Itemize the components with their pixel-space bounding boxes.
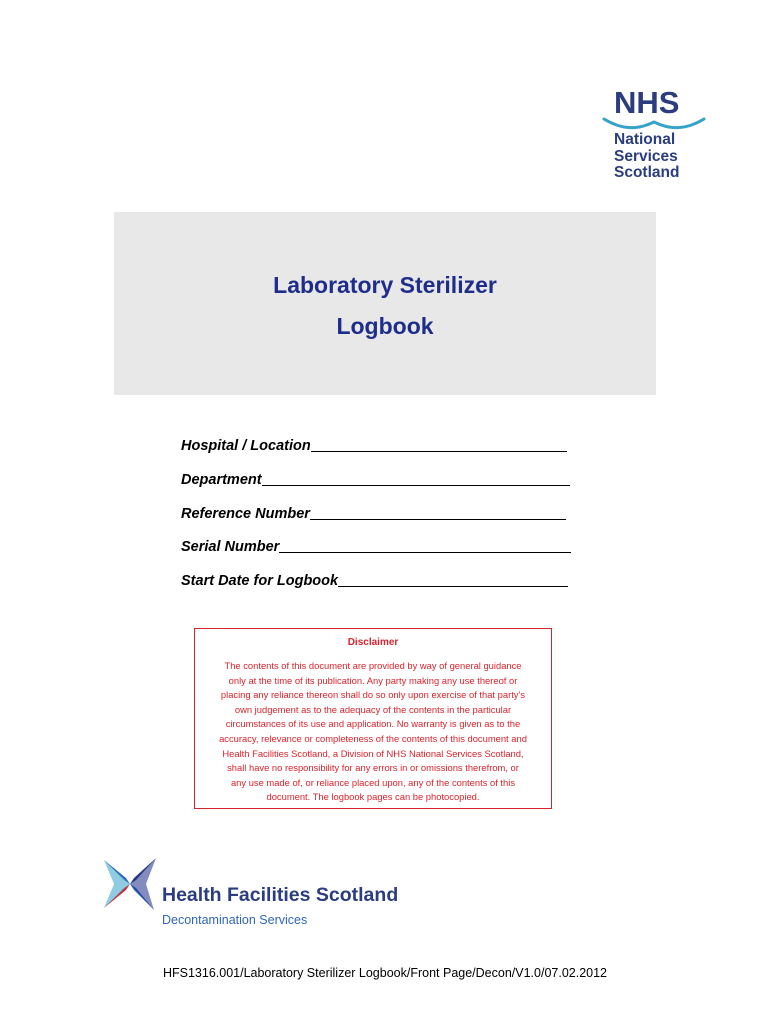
disclaimer-text [201,659,545,805]
nhs-wordmark: NHS [614,85,680,120]
field-serial-number [181,538,571,555]
field-label: Department [181,472,262,488]
document-title-line-1: Laboratory Sterilizer [273,272,497,298]
nhs-line-scotland: Scotland [614,164,680,181]
document-title-line-2: Logbook [336,313,434,339]
serial-number-blank-line[interactable] [279,538,571,553]
nhs-subtitle [614,132,679,182]
field-department [181,471,570,488]
disclaimer-line: The contents of this document are provided by way of general guidance [224,660,522,671]
hfs-name: Health Facilities Scotland [162,884,399,906]
field-label: Reference Number [181,506,310,522]
nhs-national-services-scotland-logo [598,86,710,182]
field-reference-number [181,505,566,522]
field-label: Serial Number [181,539,280,555]
disclaimer-line: accuracy, relevance or completeness of the contents of this document and [219,732,527,744]
field-label: Start Date for Logbook [181,573,339,589]
nhs-wave-icon [602,116,706,130]
field-label: Hospital / Location [181,438,311,454]
document-footer-reference: HFS1316.001/Laboratory Sterilizer Logbook/Front Page/Decon/V1.0/07.02.2012 [162,966,608,980]
nhs-line-national: National [614,131,676,148]
disclaimer-line: own judgement as to the adequacy of the contents in the particular [234,703,512,715]
disclaimer-line: Health Facilities Scotland, a Division of NHS National Services Scotland, [222,747,524,759]
hfs-subtitle: Decontamination Services [162,913,308,927]
disclaimer-line: only at the time of its publication. Any party making any use thereof or [228,674,518,686]
field-start-date [181,572,568,589]
health-facilities-scotland-logo [104,858,424,932]
nhs-line-services: Services [614,147,678,165]
saltire-star-icon [104,858,156,910]
start-date-blank-line[interactable] [338,572,568,587]
disclaimer-line: placing any reliance thereon shall do so only upon exercise of that party’s [220,689,526,701]
department-blank-line[interactable] [262,471,570,486]
disclaimer-line: any use made of, or reliance placed upon, any of the contents of this [230,776,516,788]
disclaimer-heading: Disclaimer [347,637,399,648]
disclaimer-line: circumstances of its use and application. No warranty is given as to the [225,718,521,730]
disclaimer-line: document. The logbook pages can be photocopied. [266,791,480,803]
field-hospital-location [181,437,567,454]
disclaimer-box [194,628,552,809]
disclaimer-line: shall have no responsibility for any errors in or omissions therefrom, or [227,762,519,774]
hospital-location-blank-line[interactable] [311,437,567,452]
reference-number-blank-line[interactable] [310,505,566,520]
title-panel [114,212,656,395]
